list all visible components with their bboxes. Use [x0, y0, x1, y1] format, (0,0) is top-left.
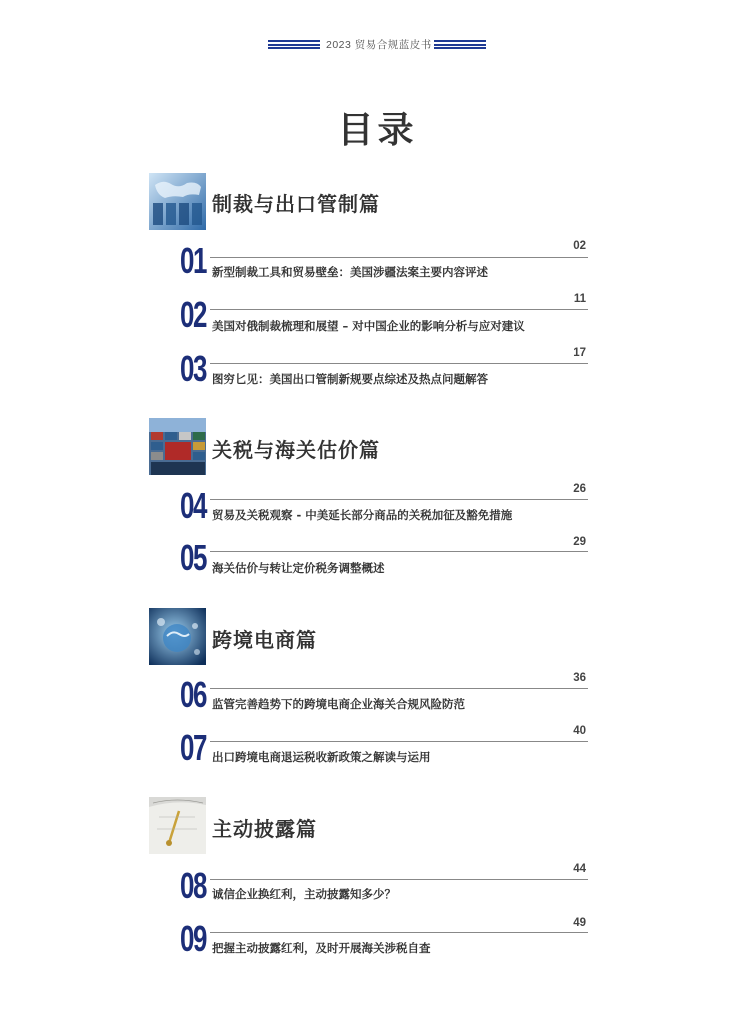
entry-page-number[interactable]: 49: [573, 917, 586, 929]
entry-page-number[interactable]: 17: [573, 347, 586, 359]
entry-title[interactable]: 图穷匕见：美国出口管制新规要点综述及热点问题解答: [212, 372, 488, 386]
shipping-containers-image: [149, 418, 206, 475]
entry-page-number[interactable]: 36: [573, 672, 586, 684]
entry-number: 06: [180, 674, 206, 715]
entry-divider: [210, 688, 588, 689]
section-title-ecommerce: 跨境电商篇: [212, 628, 317, 652]
entry-divider: [210, 363, 588, 364]
entry-title[interactable]: 监管完善趋势下的跨境电商企业海关合规风险防范: [212, 697, 465, 711]
section-title-sanctions: 制裁与出口管制篇: [212, 192, 380, 216]
entry-divider: [210, 551, 588, 552]
entry-page-number[interactable]: 29: [573, 536, 586, 548]
entry-title[interactable]: 诚信企业换红利，主动披露知多少？: [212, 887, 396, 901]
entry-page-number[interactable]: 40: [573, 725, 586, 737]
entry-number: 07: [180, 727, 206, 768]
section-title-tariff: 关税与海关估价篇: [212, 438, 380, 462]
entry-divider: [210, 499, 588, 500]
entry-divider: [210, 257, 588, 258]
entry-title[interactable]: 新型制裁工具和贸易壁垒：美国涉疆法案主要内容评述: [212, 265, 488, 279]
entry-number: 08: [180, 865, 206, 906]
entry-divider: [210, 741, 588, 742]
header-stripes-right: [434, 40, 486, 49]
entry-title[interactable]: 美国对俄制裁梳理和展望 – 对中国企业的影响分析与应对建议: [212, 319, 525, 333]
entry-number: 04: [180, 485, 206, 526]
entry-title[interactable]: 海关估价与转让定价税务调整概述: [212, 561, 385, 575]
entry-page-number[interactable]: 26: [573, 483, 586, 495]
entry-divider: [210, 932, 588, 933]
entry-title[interactable]: 出口跨境电商退运税收新政策之解读与运用: [212, 750, 431, 764]
entry-title[interactable]: 把握主动披露红利，及时开展海关涉税自查: [212, 941, 431, 955]
entry-page-number[interactable]: 11: [573, 293, 586, 305]
header-stripes-left: [268, 40, 320, 49]
entry-number: 01: [180, 240, 206, 281]
entry-page-number[interactable]: 44: [573, 863, 586, 875]
entry-divider: [210, 879, 588, 880]
section-title-disclosure: 主动披露篇: [212, 817, 317, 841]
entry-page-number[interactable]: 02: [573, 240, 586, 252]
integrity-compass-image: [149, 797, 206, 854]
entry-number: 02: [180, 294, 206, 335]
document-header: [0, 34, 755, 54]
page-title: 目录: [337, 110, 418, 151]
entry-title[interactable]: 贸易及关税观察 - 中美延长部分商品的关税加征及豁免措施: [212, 508, 513, 522]
entry-number: 09: [180, 918, 206, 959]
entry-divider: [210, 309, 588, 310]
entry-number: 05: [180, 537, 206, 578]
header-text: 2023 贸易合规蓝皮书: [326, 39, 432, 51]
world-map-server-image: [149, 173, 206, 230]
globe-handshake-image: [149, 608, 206, 665]
entry-number: 03: [180, 348, 206, 389]
